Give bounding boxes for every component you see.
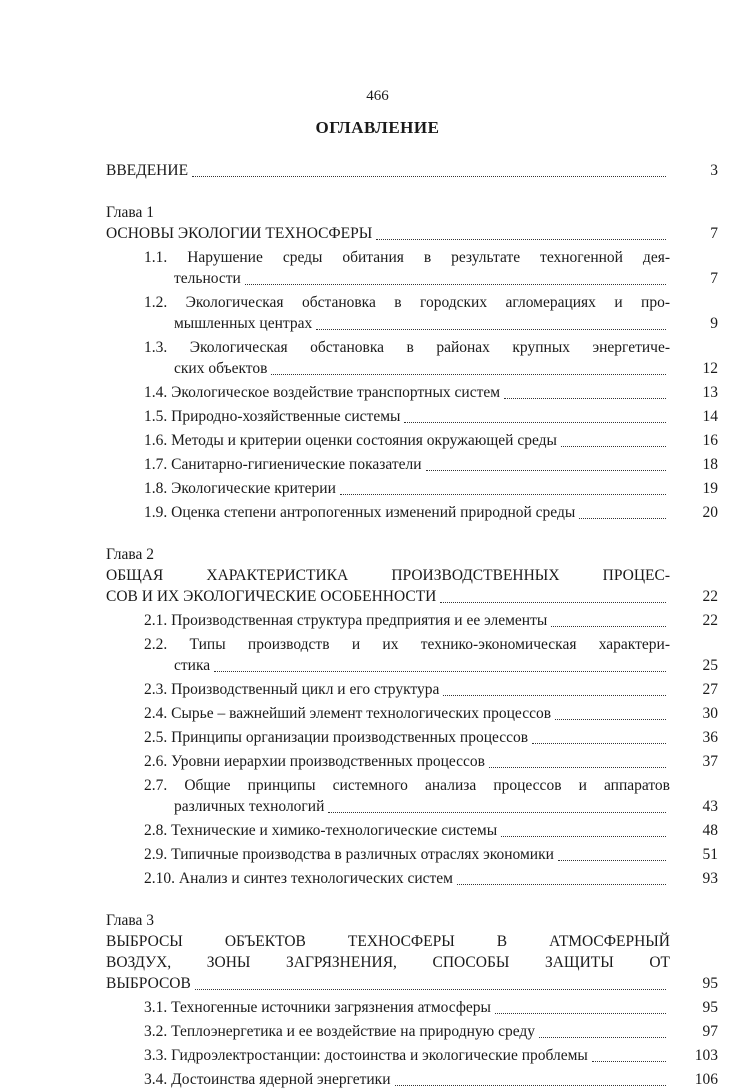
section-title-line: 1.7. Санитарно-гигиенические показатели <box>144 456 422 473</box>
toc-entry-page: 18 <box>702 456 718 473</box>
toc-entry-page: 95 <box>702 999 718 1016</box>
toc-entry <box>106 358 718 379</box>
chapter-title-line: ОБЩАЯ ХАРАКТЕРИСТИКА ПРОИЗВОДСТВЕННЫХ ПРОЦЕС- <box>106 567 670 584</box>
leader-dots <box>440 602 666 603</box>
toc-section <box>106 703 718 724</box>
toc-entry <box>106 502 718 523</box>
leader-dots <box>457 884 666 885</box>
leader-dots <box>192 176 666 177</box>
toc-section <box>106 775 718 817</box>
toc-entry <box>106 844 718 865</box>
section-title-line: мышленных центрах <box>174 315 313 332</box>
page-number: 466 <box>366 88 389 104</box>
toc-entry <box>106 1021 718 1042</box>
toc-entry-page: 12 <box>702 360 718 377</box>
toc-section <box>106 292 718 334</box>
leader-dots <box>551 626 666 627</box>
toc-entry-page: 48 <box>702 822 718 839</box>
toc-entry <box>106 382 718 403</box>
toc-section <box>106 610 718 631</box>
section-title-line: ских объектов <box>174 360 268 377</box>
toc-entry <box>106 313 718 334</box>
section-title-line: 1.9. Оценка степени антропогенных изменений природной среды <box>144 504 576 521</box>
section-title-line: 2.1. Производственная структура предприятия и ее элементы <box>144 612 548 629</box>
section-title-line: 3.3. Гидроэлектростанции: достоинства и экологические проблемы <box>144 1047 588 1064</box>
leader-dots <box>532 743 666 744</box>
section-title-line: 2.5. Принципы организации производственных процессов <box>144 729 529 746</box>
chapter-label: Глава 3 <box>106 912 155 929</box>
leader-dots <box>558 860 666 861</box>
leader-dots <box>245 284 666 285</box>
section-title-line: 1.6. Методы и критерии оценки состояния окружающей среды <box>144 432 557 449</box>
section-title-line: 1.2. Экологическая обстановка в городских агломерациях и про- <box>144 294 670 311</box>
toc-section <box>106 844 718 865</box>
toc-entry-page: 51 <box>702 846 718 863</box>
toc-section <box>106 820 718 841</box>
toc-entry-page: 16 <box>702 432 718 449</box>
leader-dots <box>214 671 666 672</box>
chapter-title-line: ВЫБРОСЫ ОБЪЕКТОВ ТЕХНОСФЕРЫ В АТМОСФЕРНЫЙ <box>106 933 670 950</box>
leader-dots <box>340 494 666 495</box>
section-title-line: 2.3. Производственный цикл и его структура <box>144 681 440 698</box>
toc-section <box>106 1021 718 1042</box>
toc-entry <box>106 868 718 889</box>
leader-dots <box>328 812 666 813</box>
toc-entry <box>106 586 718 607</box>
section-title-line: 1.8. Экологические критерии <box>144 480 336 497</box>
leader-dots <box>555 719 666 720</box>
toc-section <box>106 430 718 451</box>
section-title-line: различных технологий <box>174 798 325 815</box>
toc-entry-page: 3 <box>710 162 718 179</box>
section-title-line: 1.4. Экологическое воздействие транспортных систем <box>144 384 501 401</box>
toc-entry <box>106 796 718 817</box>
toc-entry-page: 19 <box>702 480 718 497</box>
toc-entry <box>106 223 718 244</box>
toc-entry-page: 37 <box>702 753 718 770</box>
toc-entry-page: 30 <box>702 705 718 722</box>
toc-entry <box>106 430 718 451</box>
toc-section <box>106 454 718 475</box>
toc-section <box>106 634 718 676</box>
section-title-line: 2.7. Общие принципы системного анализа процессов и аппаратов <box>144 777 670 794</box>
page-title: ОГЛАВЛЕНИЕ <box>315 118 440 137</box>
section-title-line: тельности <box>174 270 241 287</box>
toc-entry-page: 95 <box>702 975 718 992</box>
toc-entry-page: 93 <box>702 870 718 887</box>
leader-dots <box>271 374 666 375</box>
toc-entry <box>106 997 718 1018</box>
toc-entry <box>106 454 718 475</box>
toc-entry <box>106 727 718 748</box>
leader-dots <box>316 329 666 330</box>
section-title-line: 2.9. Типичные производства в различных отраслях экономики <box>144 846 554 863</box>
leader-dots <box>501 836 666 837</box>
toc-entry-page: 9 <box>710 315 718 332</box>
leader-dots <box>426 470 666 471</box>
section-title-line: 1.5. Природно-хозяйственные системы <box>144 408 401 425</box>
leader-dots <box>376 239 666 240</box>
leader-dots <box>561 446 666 447</box>
toc-entry-page: 103 <box>694 1047 718 1064</box>
chapter-label: Глава 1 <box>106 204 155 221</box>
toc-entry-title: ВВЕДЕНИЕ <box>106 162 189 179</box>
toc-section <box>106 751 718 772</box>
toc-entry <box>106 973 718 994</box>
toc-entry-page: 13 <box>702 384 718 401</box>
toc-section <box>106 1045 718 1066</box>
toc-entry-page: 14 <box>702 408 718 425</box>
toc-entry <box>106 268 718 289</box>
toc-entry-page: 25 <box>702 657 718 674</box>
chapter-title-line: ОСНОВЫ ЭКОЛОГИИ ТЕХНОСФЕРЫ <box>106 225 373 242</box>
table-of-contents <box>106 160 718 1090</box>
toc-entry <box>106 703 718 724</box>
toc-section <box>106 868 718 889</box>
toc-entry-page: 36 <box>702 729 718 746</box>
leader-dots <box>195 989 666 990</box>
leader-dots <box>539 1037 666 1038</box>
chapter-title-line: ВЫБРОСОВ <box>106 975 191 992</box>
leader-dots <box>395 1085 666 1086</box>
toc-section <box>106 727 718 748</box>
chapter-label: Глава 2 <box>106 546 155 563</box>
section-title-line: 2.10. Анализ и синтез технологических систем <box>144 870 453 887</box>
toc-entry <box>106 679 718 700</box>
toc-section <box>106 997 718 1018</box>
section-title-line: стика <box>174 657 211 674</box>
section-title-line: 3.4. Достоинства ядерной энергетики <box>144 1071 391 1088</box>
toc-section <box>106 247 718 289</box>
leader-dots <box>495 1013 666 1014</box>
section-title-line: 2.4. Сырье – важнейший элемент технологических процессов <box>144 705 552 722</box>
toc-section <box>106 679 718 700</box>
toc-entry <box>106 1045 718 1066</box>
leader-dots <box>404 422 666 423</box>
toc-entry-page: 7 <box>710 270 718 287</box>
toc-section <box>106 406 718 427</box>
toc-entry-page: 27 <box>702 681 718 698</box>
toc-entry-page: 106 <box>694 1071 718 1088</box>
section-title-line: 3.1. Техногенные источники загрязнения атмосферы <box>144 999 491 1016</box>
toc-section <box>106 502 718 523</box>
toc-entry-page: 22 <box>702 612 718 629</box>
section-title-line: 2.6. Уровни иерархии производственных процессов <box>144 753 485 770</box>
toc-section <box>106 382 718 403</box>
section-title-line: 1.1. Нарушение среды обитания в результате техногенной дея- <box>144 249 670 266</box>
toc-section <box>106 337 718 379</box>
toc-entry <box>106 406 718 427</box>
chapter-title-line: ВОЗДУХ, ЗОНЫ ЗАГРЯЗНЕНИЯ, СПОСОБЫ ЗАЩИТЫ ОТ <box>106 954 670 971</box>
toc-entry-page: 22 <box>702 588 718 605</box>
toc-entry-page: 20 <box>702 504 718 521</box>
chapter-title-line: СОВ И ИХ ЭКОЛОГИЧЕСКИЕ ОСОБЕННОСТИ <box>106 588 437 605</box>
leader-dots <box>443 695 666 696</box>
toc-entry <box>106 655 718 676</box>
section-title-line: 3.2. Теплоэнергетика и ее воздействие на природную среду <box>144 1023 536 1040</box>
toc-entry <box>106 610 718 631</box>
toc-entry-introduction <box>106 160 718 181</box>
toc-entry <box>106 820 718 841</box>
leader-dots <box>579 518 666 519</box>
toc-entry <box>106 478 718 499</box>
section-title-line: 2.2. Типы производств и их технико-экономическая характери- <box>144 636 670 653</box>
leader-dots <box>489 767 666 768</box>
leader-dots <box>504 398 666 399</box>
leader-dots <box>592 1061 666 1062</box>
toc-section <box>106 478 718 499</box>
toc-entry-page: 43 <box>702 798 718 815</box>
toc-entry <box>106 751 718 772</box>
toc-entry-page: 97 <box>702 1023 718 1040</box>
section-title-line: 2.8. Технические и химико-технологические системы <box>144 822 498 839</box>
section-title-line: 1.3. Экологическая обстановка в районах крупных энергетиче- <box>144 339 670 356</box>
toc-entry-page: 7 <box>710 225 718 242</box>
